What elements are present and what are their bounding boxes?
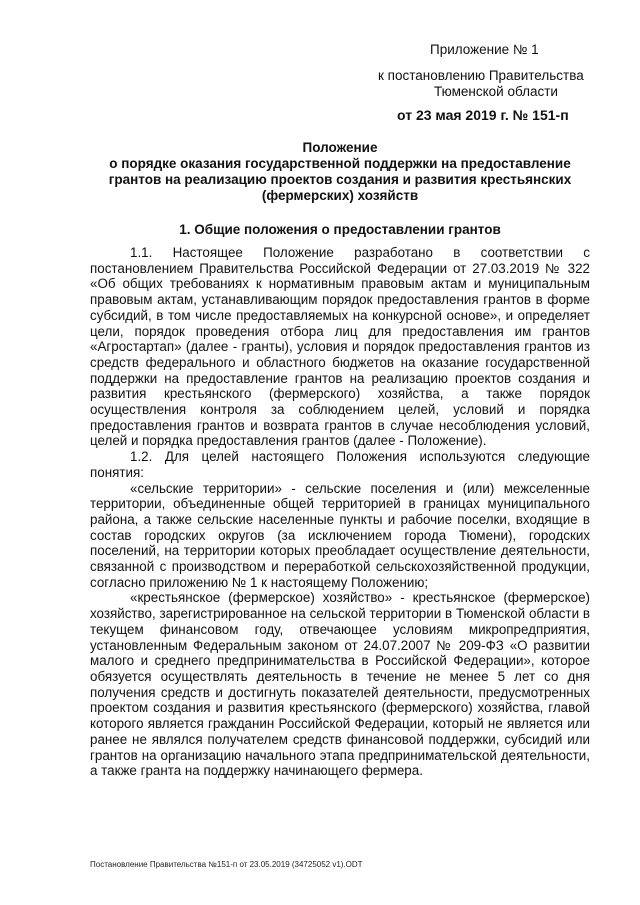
body-text <box>90 245 590 779</box>
resolution-reference: к постановлению Правительства <box>378 68 584 83</box>
resolution-date-number: от 23 мая 2019 г. № 151-п <box>397 107 569 123</box>
definition-rural-territories: «сельские территории» - сельские поселения и (или) межселенные территории, объединенные общей территорией в границах муниципального района, а также сельские населенные пункты и рабочие поселки, входящие в состав городских округов (за исключением города Тюмени), городских поселений, на территории которых преобладает осуществление деятельности, связанной с производством и переработкой сельскохозяйственной продукции, согласно приложению № 1 к настоящему Положению; <box>90 480 590 590</box>
definition-farm: «крестьянское (фермерское) хозяйство» - крестьянское (фермерское) хозяйство, зарегистрированное на сельской территории в Тюменской области в текущем финансовом году, отвечающее условиям микропредприятия, установленным Федеральным законом от 24.07.2007 № 209-ФЗ «О развитии малого и среднего предпринимательства в Российской Федерации», которое обязуется осуществлять деятельность в течение не менее 5 лет со дня получения средств и достигнуть показателей деятельности, предусмотренных проектом создания и развития крестьянского (фермерского) хозяйства, главой которого является гражданин Российской Федерации, который не является или ранее не являлся получателем средств финансовой поддержки, субсидий или грантов на организацию начального этапа предпринимательской деятельности, а также гранта на поддержку начинающего фермера. <box>90 590 590 779</box>
section-heading: 1. Общие положения о предоставлении грантов <box>179 222 501 237</box>
document-footer: Постановление Правительства №151-п от 23.05.2019 (34725052 v1).ODT <box>90 860 363 869</box>
appendix-label: Приложение № 1 <box>430 42 539 57</box>
title-line-4: (фермерских) хозяйств <box>261 188 419 203</box>
region-name: Тюменской области <box>434 84 558 99</box>
title-line-3: грантов на реализацию проектов создания и развития крестьянских <box>108 172 572 187</box>
document-title <box>90 140 590 204</box>
title-line-1: Положение <box>302 140 378 155</box>
paragraph-1-1: 1.1. Настоящее Положение разработано в соответствии с постановлением Правительства Российской Федерации от 27.03.2019 № 322 «Об общих требованиях к нормативным правовым актам и муниципальным правовым актам, устанавливающим порядок предоставления грантов в форме субсидий, в том числе предоставляемых на конкурсной основе», и определяет цели, порядок проведения отбора лиц для предоставления им грантов «Агростартап» (далее - гранты), условия и порядок предоставления грантов из средств федерального и областного бюджетов на оказание государственной поддержки на предоставление грантов на реализацию проектов создания и развития крестьянского (фермерского) хозяйства, а также порядок осуществления контроля за соблюдением целей, условий и порядка предоставления грантов и возврата грантов в случае несоблюдения условий, целей и порядка предоставления грантов (далее - Положение). <box>90 245 590 449</box>
title-line-2: о порядке оказания государственной поддержки на предоставление <box>109 156 571 171</box>
paragraph-1-2: 1.2. Для целей настоящего Положения используются следующие понятия: <box>90 449 590 480</box>
